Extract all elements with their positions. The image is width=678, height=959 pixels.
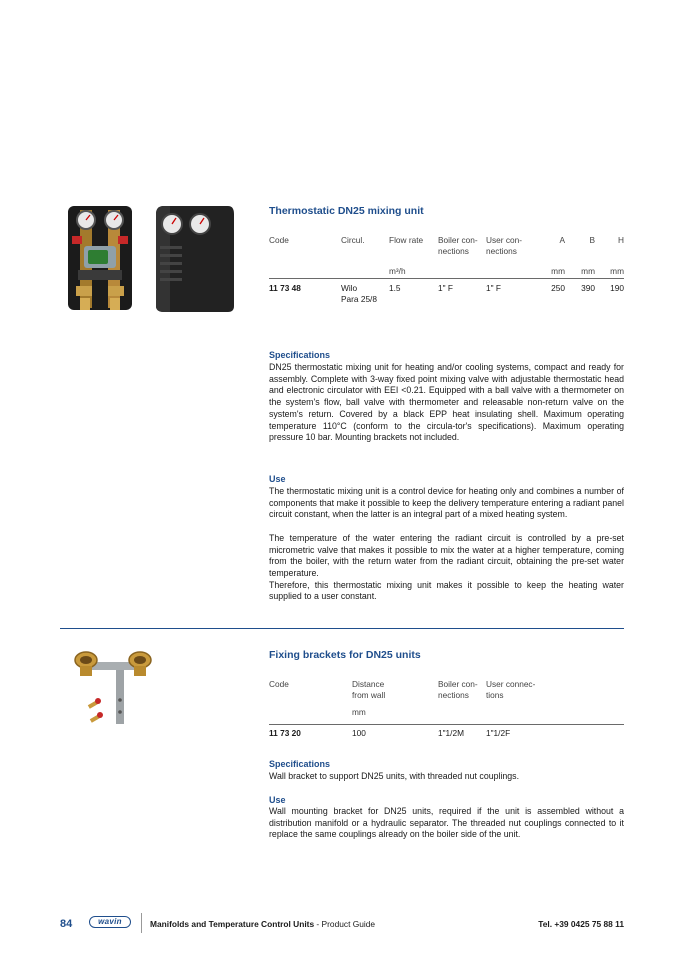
row-code: 11 73 48 — [269, 283, 301, 293]
col-header-distance-2: from wall — [352, 689, 386, 700]
table-rule — [269, 724, 624, 725]
product1-specifications-text: DN25 thermostatic mixing unit for heating and/or cooling systems, compact and ready for assembly. Complete with 3-way fixed point mixing valve with adjustable thermostatic head and electronic circulator with EEI <0.21. Equipped with a ball valve with a thermometer on the system's flow, ball valve with thermometer and releasable non-return valve on the system's return. Covered by a black EPP heat insulating shell. Maximum operating temperature 110°C (conform to the circula-tor's specifications). Maximum operating pressure 10 bar. Mounting brackets not included. — [269, 362, 624, 443]
unit-a: mm — [551, 266, 565, 276]
row-distance: 100 — [352, 728, 366, 738]
section-divider — [60, 628, 624, 629]
mixing-unit-closed-image — [148, 202, 238, 314]
product2-specifications-heading: Specifications — [269, 759, 331, 769]
product2-specifications-text: Wall bracket to support DN25 units, with threaded nut couplings. — [269, 771, 520, 781]
row-user: 1"1/2F — [486, 728, 511, 738]
col-header-user-1: User connec- — [486, 679, 536, 689]
product1-use-text-3: Therefore, this thermostatic mixing unit makes it possible to keep the heating water supplied to a user constant. — [269, 579, 624, 602]
footer-title-bold: Manifolds and Temperature Control Units — [150, 919, 315, 929]
product1-use-text-2: The temperature of the water entering the radiant circuit is controlled by a pre-set micrometric valve that makes it possible to mix the water at a higher temperature, coming from the boiler, with the return water from the radiant circuit, obtaining the pre-set water temperature. — [269, 532, 624, 578]
col-header-boiler-2: nections — [438, 245, 469, 256]
row-user: 1" F — [486, 283, 501, 293]
col-header-circul: Circul. — [341, 235, 365, 245]
row-boiler: 1" F — [438, 283, 453, 293]
footer-telephone: Tel. +39 0425 75 88 11 — [538, 919, 624, 929]
row-boiler: 1"1/2M — [438, 728, 465, 738]
footer-divider — [141, 913, 142, 933]
col-header-code: Code — [269, 679, 289, 689]
col-header-b: B — [589, 235, 595, 245]
row-b: 390 — [581, 283, 595, 293]
row-circul-1: Wilo — [341, 283, 358, 293]
product1-use-text-1: The thermostatic mixing unit is a control device for heating only and combines a number of components that make it possible to keep the delivery temperature entering a radiant panel circuit constant, when the latter is an integral part of a mixed heating system. — [269, 486, 624, 520]
col-header-boiler-1: Boiler con- — [438, 679, 478, 689]
col-header-h: H — [618, 235, 624, 245]
page-number: 84 — [60, 918, 73, 930]
product1-spec-table — [269, 230, 624, 310]
product2-use-text: Wall mounting bracket for DN25 units, required if the unit is assembled without a distribution manifold or a hydraulic separator. The threaded nut couplings connected to it replace the same couplings already on the boiler side of the unit. — [269, 806, 624, 840]
row-flow-rate: 1.5 — [389, 283, 401, 293]
unit-h: mm — [610, 266, 624, 276]
col-header-user-2: tions — [486, 689, 504, 700]
col-header-code: Code — [269, 235, 289, 245]
col-header-a: A — [559, 235, 565, 245]
col-header-boiler-1: Boiler con- — [438, 235, 478, 245]
product2-title: Fixing brackets for DN25 units — [269, 649, 421, 661]
row-h: 190 — [610, 283, 624, 293]
table-rule — [269, 278, 624, 279]
col-header-user-1: User con- — [486, 235, 522, 245]
col-header-user-2: nections — [486, 245, 517, 256]
product1-use-heading: Use — [269, 474, 286, 484]
row-circul-2: Para 25/8 — [341, 293, 377, 304]
mixing-unit-open-image — [62, 202, 138, 314]
col-header-distance-1: Distance — [352, 679, 385, 689]
footer-title-rest: - Product Guide — [314, 919, 376, 929]
product1-title: Thermostatic DN25 mixing unit — [269, 205, 424, 217]
fixing-brackets-image — [70, 648, 160, 732]
product2-use-heading: Use — [269, 795, 286, 805]
col-header-boiler-2: nections — [438, 689, 469, 700]
product1-specifications-heading: Specifications — [269, 350, 331, 360]
unit-flow-rate: m³/h — [389, 266, 406, 276]
product2-spec-table — [269, 675, 624, 739]
wavin-logo: wavin — [89, 916, 131, 928]
row-code: 11 73 20 — [269, 728, 301, 738]
footer-title — [150, 919, 375, 929]
row-a: 250 — [551, 283, 565, 293]
unit-b: mm — [581, 266, 595, 276]
unit-distance: mm — [352, 707, 366, 717]
col-header-flow-rate: Flow rate — [389, 235, 424, 245]
